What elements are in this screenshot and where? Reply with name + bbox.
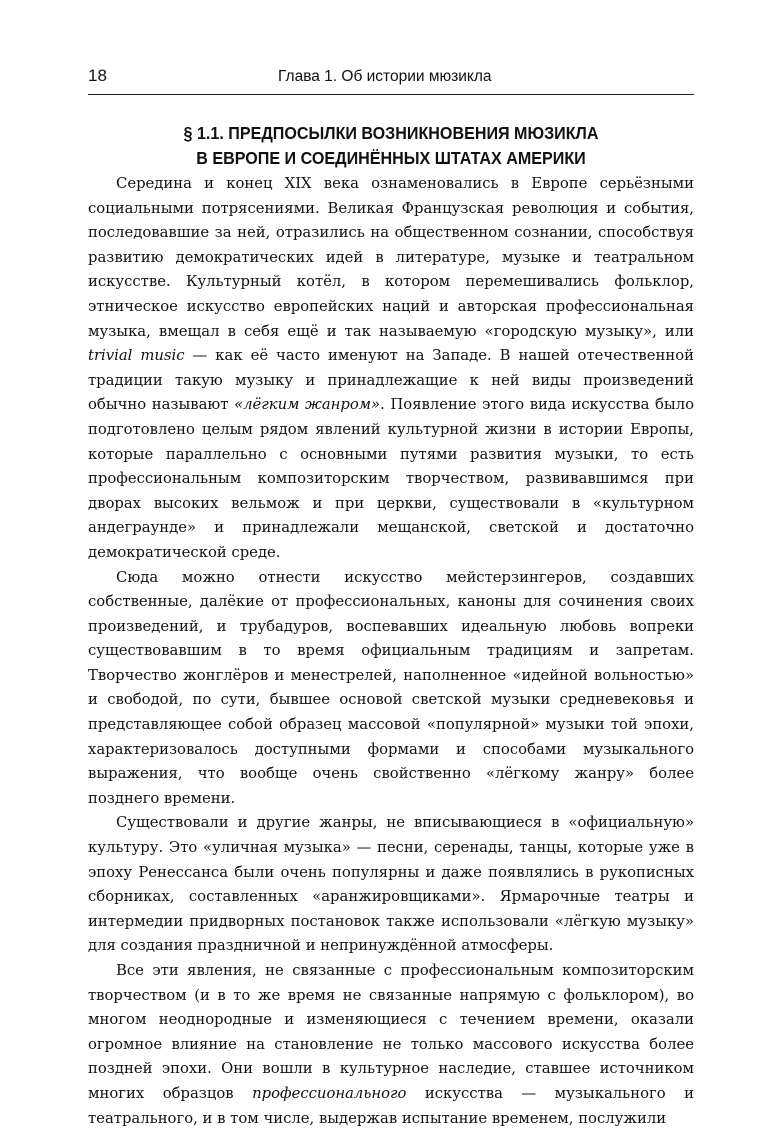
- paragraph-1-text-c: — как её часто именуют на Западе. В нашей отечественной традиции такую музыку и принадлежащие к ней виды произведений обычно называют: [88, 347, 694, 414]
- paragraph-1-text-a: Середина и конец XIX века ознаменовались в Европе серьёзными социальными потрясениями. Великая Французская революция и события, последовавшие за ней, отразились на общественном сознании, способствуя развитию демократических идей в литературе, музыке и театральном искусстве. Культурный котёл, в котором перемешивались фольклор, этническое искусство европейских наций и авторская профессиональная музыка, вмещал в себя ещё и так называемую «городскую музыку», или: [88, 175, 694, 340]
- paragraph-4-text-a: Все эти явления, не связанные с профессиональным композиторским творчеством (и в то же время не связанные напрямую с фольклором), во многом неоднородные и изменяющиеся с течением времени, оказали огромное влияние на становление не только массового искусства более поздней эпохи. Они вошли в культурное наследие, ставшее источником многих образцов: [88, 962, 694, 1102]
- paragraph-4-term-professional: профессионального: [252, 1084, 407, 1102]
- section-heading-line-1: § 1.1. ПРЕДПОСЫЛКИ ВОЗНИКНОВЕНИЯ МЮЗИКЛА: [183, 123, 599, 143]
- paragraph-1: [88, 172, 694, 566]
- paragraph-4: [88, 959, 694, 1131]
- paragraph-4-text-c: искусства — музыкального и театрального, и в том числе, выдержав испытание временем, послужили: [88, 1084, 694, 1127]
- section-heading-line-2: В ЕВРОПЕ И СОЕДИНЁННЫХ ШТАТАХ АМЕРИКИ: [196, 148, 586, 168]
- page-number: 18: [88, 66, 107, 85]
- paragraph-2: Сюда можно отнести искусство мейстерзингеров, создавших собственные, далёкие от профессиональных, каноны для сочинения своих произведений, и трубадуров, воспевавших идеальную любовь вопреки существовавшим в то время официальным традициям и запретам. Творчество жонглёров и менестрелей, наполненное «идейной вольностью» и свободой, по сути, бывшее основой светской музыки средневековья и представляющее собой образец массовой «популярной» музыки той эпохи, характеризовалось доступными формами и способами музыкального выражения, что вообще очень свойственно «лёгкому жанру» более позднего времени.: [88, 568, 694, 807]
- body-text: [88, 172, 694, 1131]
- chapter-title: Глава 1. Об истории мюзикла: [278, 68, 492, 85]
- section-heading: [112, 121, 670, 171]
- running-head: [88, 66, 694, 90]
- header-divider: [88, 94, 694, 95]
- paragraph-3: Существовали и другие жанры, не вписывающиеся в «официальную» культуру. Это «уличная музыка» — песни, серенады, танцы, которые уже в эпоху Ренессанса были очень популярны и даже появлялись в рукописных сборниках, составленных «аранжировщиками». Ярмарочные театры и интермедии придворных постановок также использовали «лёгкую музыку» для создания праздничной и непринуждённой атмосферы.: [88, 814, 694, 955]
- paragraph-1-term-light-genre: «лёгким жанром»: [234, 396, 381, 414]
- paragraph-1-text-e: . Появление этого вида искусства было подготовлено целым рядом явлений культурной жизни в истории Европы, которые параллельно с основными путями развития музыки, то есть профессиональным композиторским творчеством, развивавшимся при дворах высоких вельмож и при церкви, существовали в «культурном андеграунде» и принадлежали мещанской, светской и достаточно демократической среде.: [88, 396, 695, 561]
- paragraph-1-term-trivial-music: trivial music: [88, 347, 185, 365]
